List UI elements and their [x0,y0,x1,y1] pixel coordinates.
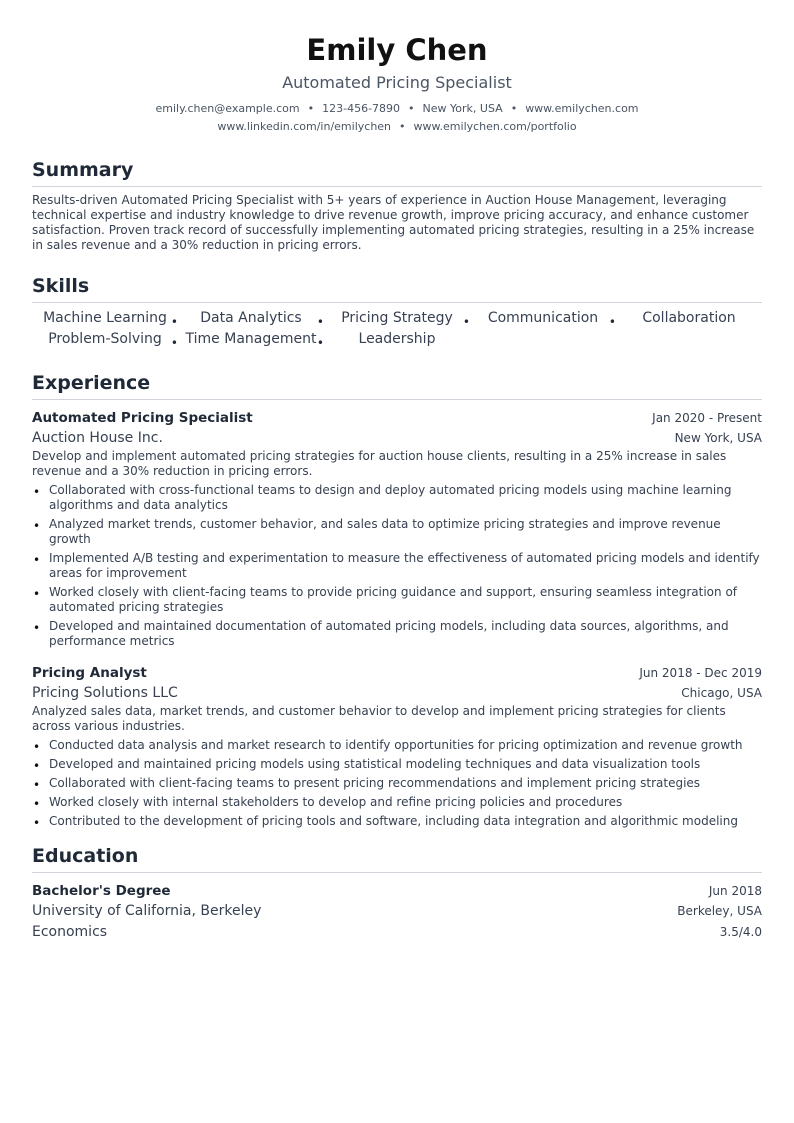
skill-bullet: • [316,315,324,329]
candidate-title: Automated Pricing Specialist [282,73,512,92]
job-bullet [32,483,762,513]
skill-bullet: • [462,315,470,329]
bullet-icon: • [33,485,41,499]
skill-label: Data Analytics [200,310,302,326]
job-role: Automated Pricing Specialist [32,410,253,426]
skill-item [32,329,178,350]
resume-header [32,32,762,136]
education-degree-row [32,881,762,901]
contact-location: New York, USA [422,102,503,115]
skill-item [324,329,470,350]
job-company: Pricing Solutions LLC [32,685,178,701]
job-header-row [32,663,762,683]
candidate-name: Emily Chen [306,33,488,67]
job-bullet-text: Worked closely with client-facing teams to provide pricing guidance and support, ensuring seamless integration of automated pricing strategies [49,585,738,614]
skill-item [178,329,324,350]
bullet-icon: • [33,759,41,773]
bullet-icon: • [33,587,41,601]
skill-bullet: • [316,336,324,350]
skill-bullet: • [170,315,178,329]
bullet-icon: • [33,553,41,567]
job-bullet-text: Conducted data analysis and market research to identify opportunities for pricing optimization and revenue growth [49,738,743,752]
job-description: Develop and implement automated pricing strategies for auction house clients, resulting in a 25% increase in sales revenue and a 30% reduction in pricing errors. [32,449,727,478]
separator-dot: • [399,120,406,133]
job-dates: Jan 2020 - Present [652,411,762,425]
job-bullet-text: Developed and maintained pricing models using statistical modeling techniques and data visualization tools [49,757,701,771]
job-bullet-list [32,483,762,649]
education-field-row [32,922,762,943]
education-entry [32,881,762,943]
contact-phone[interactable]: 123-456-7890 [322,102,401,115]
skill-label: Pricing Strategy [341,310,453,326]
contact-website[interactable]: www.emilychen.com [525,102,639,115]
job-location: Chicago, USA [681,686,762,700]
bullet-icon: • [33,797,41,811]
job-bullet-text: Collaborated with cross-functional teams to design and deploy automated pricing models using machine learning algorithms and data analytics [49,483,732,512]
education-degree: Bachelor's Degree [32,883,171,899]
job-bullet [32,776,762,791]
summary-section [32,157,762,253]
contact-line-2 [32,118,762,136]
contact-linkedin[interactable]: www.linkedin.com/in/emilychen [217,120,392,133]
job-company: Auction House Inc. [32,430,163,446]
skill-bullet: • [608,315,616,329]
job-bullet-text: Worked closely with internal stakeholders to develop and refine pricing policies and procedures [49,795,623,809]
education-heading: Education [32,843,762,873]
skills-list [32,308,762,350]
job-bullet-text: Collaborated with client-facing teams to present pricing recommendations and implement pricing strategies [49,776,701,790]
separator-dot: • [307,102,315,115]
experience-heading: Experience [32,370,762,400]
job-bullet-text: Analyzed market trends, customer behavior, and sales data to optimize pricing strategies and improve revenue growth [49,517,721,546]
job-bullet [32,517,762,547]
skill-label: Problem-Solving [48,331,162,347]
job-bullet [32,585,762,615]
skill-bullet: • [170,336,178,350]
job-bullet [32,619,762,649]
skill-label: Time Management [185,331,317,347]
job-location: New York, USA [674,431,762,445]
education-school: University of California, Berkeley [32,903,262,919]
education-location: Berkeley, USA [677,904,762,918]
skill-item [178,308,324,329]
bullet-icon: • [33,740,41,754]
skill-label: Communication [487,310,599,326]
job-header-row [32,408,762,428]
skill-label: Leadership [358,331,436,347]
job-bullet-text: Implemented A/B testing and experimentation to measure the effectiveness of automated pricing models and identify areas for improvement [49,551,760,580]
separator-dot: • [408,102,415,115]
bullet-icon: • [33,816,41,830]
job-entry [32,663,762,829]
job-company-row [32,428,762,449]
education-section [32,843,762,943]
skills-heading: Skills [32,273,762,303]
bullet-icon: • [33,778,41,792]
job-bullet [32,795,762,810]
skill-label: Machine Learning [43,310,167,326]
skill-item [470,308,616,329]
job-dates: Jun 2018 - Dec 2019 [639,666,762,680]
bullet-icon: • [33,519,41,533]
job-bullet-text: Developed and maintained documentation of automated pricing models, including data sources, algorithms, and performance metrics [49,619,729,648]
job-entry [32,408,762,649]
skills-section [32,273,762,350]
job-bullet-text: Contributed to the development of pricing tools and software, including data integration and algorithmic modeling [49,814,738,828]
education-date: Jun 2018 [708,884,762,898]
skill-item [324,308,470,329]
contact-email[interactable]: emily.chen@example.com [155,102,300,115]
bullet-icon: • [33,621,41,635]
skill-item [32,308,178,329]
job-bullet [32,738,762,753]
job-description: Analyzed sales data, market trends, and customer behavior to develop and implement pricing strategies for clients across various industries. [32,704,726,733]
summary-heading: Summary [32,157,762,187]
job-bullet [32,814,762,829]
separator-dot: • [510,102,518,115]
education-field: Economics [32,924,108,940]
experience-section [32,370,762,829]
job-company-row [32,683,762,704]
skill-item [616,308,762,329]
contact-portfolio[interactable]: www.emilychen.com/portfolio [413,120,577,133]
contact-line-1 [32,100,762,118]
education-school-row [32,901,762,922]
job-bullet-list [32,738,762,829]
job-bullet [32,551,762,581]
skill-label: Collaboration [642,310,736,326]
education-gpa: 3.5/4.0 [719,925,762,939]
summary-text: Results-driven Automated Pricing Specialist with 5+ years of experience in Auction House Management, leveraging technical expertise and industry knowledge to drive revenue growth, improve pricing accuracy, and enhance customer satisfaction. Proven track record of successfully implementing automated pricing strategies, resulting in a 25% increase in sales revenue and a 30% reduction in pricing errors. [32,193,755,252]
job-role: Pricing Analyst [32,665,147,681]
job-bullet [32,757,762,772]
